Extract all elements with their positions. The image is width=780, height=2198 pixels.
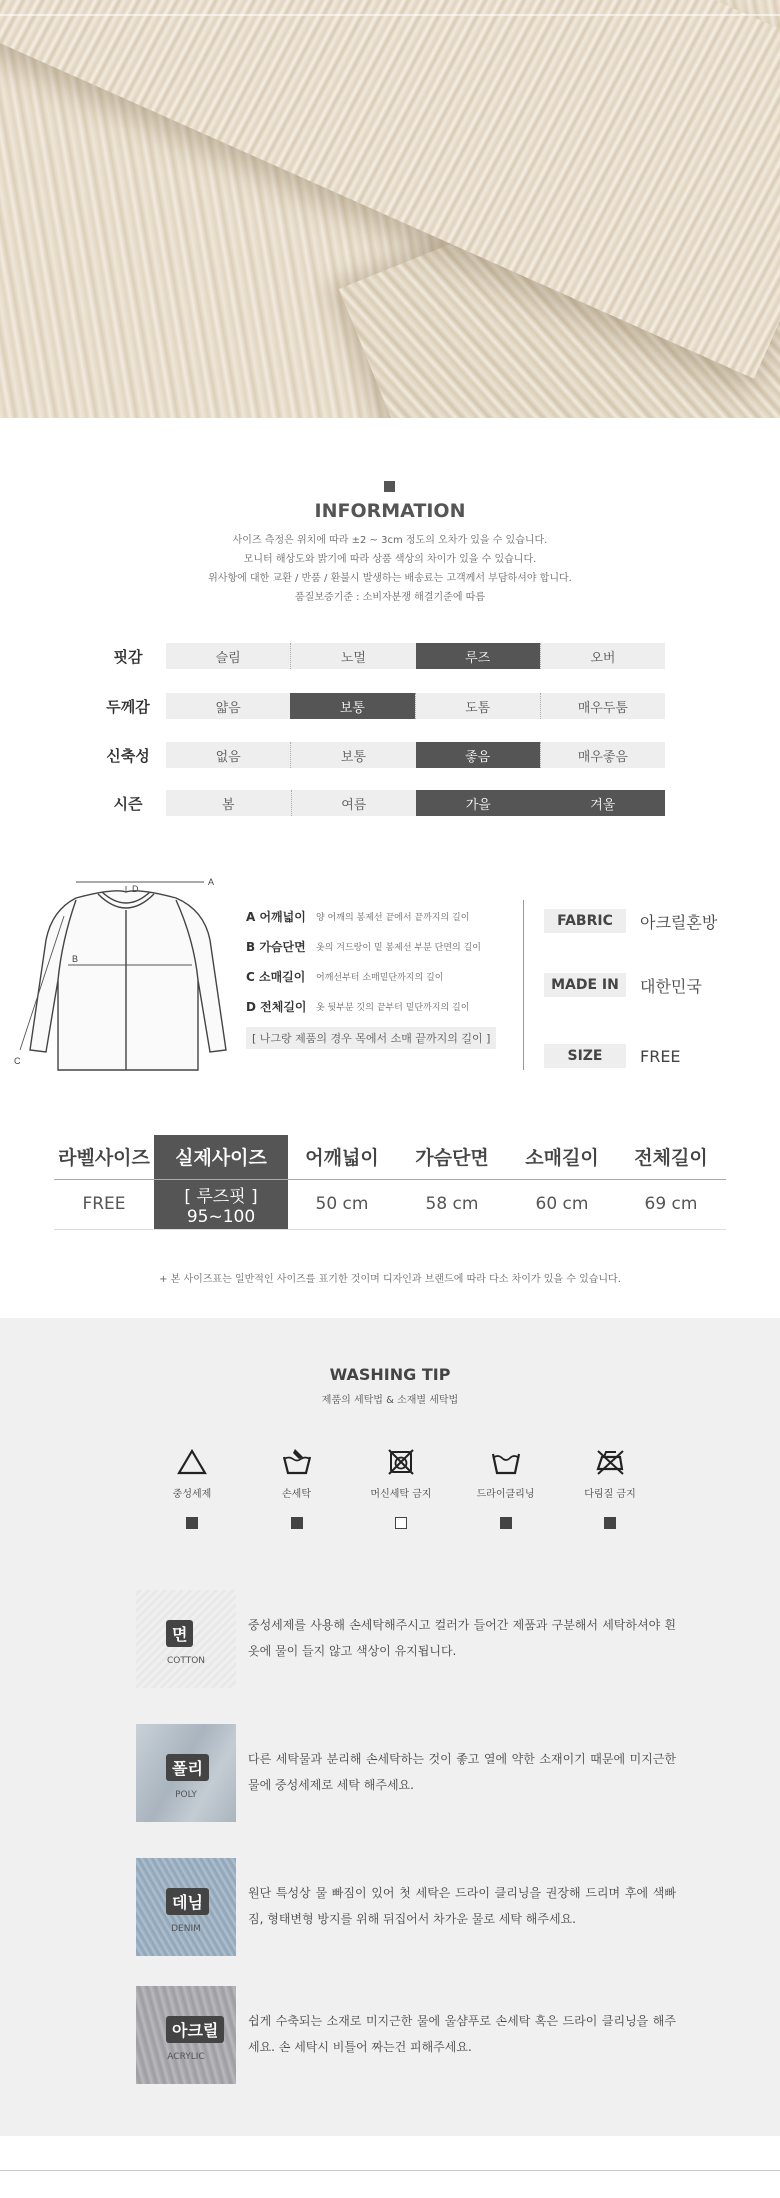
diagram-letter-d: D bbox=[132, 884, 139, 894]
diagram-letter-a: A bbox=[208, 877, 215, 887]
raglan-note: [ 나그랑 제품의 경우 목에서 소매 끝까지의 길이 ] bbox=[246, 1027, 496, 1049]
spec-key: SIZE bbox=[544, 1044, 626, 1068]
spec-value: 대한민국 bbox=[640, 976, 702, 996]
cell-shoulder: 50 cm bbox=[288, 1179, 396, 1229]
attribute-option: 없음 bbox=[215, 749, 241, 765]
divider bbox=[523, 900, 524, 1070]
spec-value: 아크릴혼방 bbox=[640, 912, 718, 932]
attribute-row bbox=[90, 693, 670, 719]
fabric-tip-text: 쉽게 수축되는 소재로 미지근한 물에 울샴푸로 손세탁 혹은 드라이 클리닝을 해주세요. 손 세탁시 비틀어 짜는건 피해주세요. bbox=[248, 2014, 676, 2054]
spec-fabric bbox=[544, 908, 764, 934]
fabric-tip-text: 다른 세탁물과 분리해 손세탁하는 것이 좋고 열에 약한 소재이기 때문에 미지근한 물에 중성세제로 세탁 해주세요. bbox=[248, 1752, 676, 1792]
fabric-swatch-acrylic bbox=[136, 1986, 236, 2084]
spec-key: FABRIC bbox=[544, 909, 626, 933]
measure-desc: 옷의 겨드랑이 밑 봉제선 부분 단면의 길이 bbox=[316, 942, 481, 953]
fabric-swatch-poly bbox=[136, 1724, 236, 1822]
fabric-swatch-denim bbox=[136, 1858, 236, 1956]
attribute-option: 슬림 bbox=[215, 650, 241, 666]
measurement-definitions bbox=[246, 901, 516, 1049]
note-line: 사이즈 측정은 위치에 따라 ±2 ~ 3cm 정도의 오차가 있을 수 있습니다. bbox=[232, 535, 548, 546]
attribute-option: 매우좋음 bbox=[540, 742, 665, 768]
garment-size-diagram bbox=[14, 870, 244, 1085]
attribute-label: 신축성 bbox=[106, 746, 150, 765]
attribute-option: 매우두툼 bbox=[540, 693, 665, 719]
measure-desc: 양 어깨의 봉제선 끝에서 끝까지의 길이 bbox=[316, 912, 470, 923]
fabric-name: POLY bbox=[175, 1790, 197, 1800]
table-row bbox=[54, 1179, 726, 1229]
fabric-tip-text: 원단 특성상 물 빠짐이 있어 첫 세탁은 드라이 클리닝을 권장해 드리며 후에 색빠짐, 형태변형 방지를 위해 뒤집어서 차가운 물로 세탁 해주세요. bbox=[248, 1886, 676, 1926]
attribute-row bbox=[90, 742, 670, 768]
attribute-label: 두께감 bbox=[106, 697, 150, 716]
fabric-tip-acrylic bbox=[136, 1986, 676, 2084]
cell-sleeve: 60 cm bbox=[508, 1179, 616, 1229]
spec-made-in bbox=[544, 972, 764, 998]
check-box bbox=[186, 1517, 198, 1529]
check-box bbox=[291, 1517, 303, 1529]
spec-value: FREE bbox=[640, 1046, 681, 1066]
attribute-option: 겨울 bbox=[541, 790, 666, 816]
wash-item-no-machine-wash bbox=[355, 1445, 447, 1529]
fabric-tag: 데님 bbox=[166, 1888, 209, 1915]
header-sleeve: 소매길이 bbox=[508, 1135, 616, 1179]
information-title: INFORMATION bbox=[314, 500, 466, 522]
no-machine-wash-icon bbox=[386, 1445, 416, 1479]
washing-subtitle: 제품의 세탁법 & 소재별 세탁법 bbox=[321, 1395, 459, 1406]
attribute-option: 보통 bbox=[290, 693, 414, 719]
attribute-option: 루즈 bbox=[416, 643, 540, 669]
attribute-scale bbox=[166, 643, 665, 669]
attribute-label: 시즌 bbox=[113, 794, 143, 813]
attribute-scale bbox=[166, 790, 665, 816]
attribute-label: 핏감 bbox=[113, 647, 143, 666]
measure-desc: 어깨선부터 소매밑단까지의 길이 bbox=[316, 972, 444, 983]
size-table-header bbox=[54, 1135, 726, 1179]
attribute-row bbox=[90, 790, 670, 816]
fabric-tag: 폴리 bbox=[166, 1754, 209, 1781]
cell-length: 69 cm bbox=[616, 1179, 726, 1229]
attribute-scale bbox=[166, 742, 665, 768]
fabric-tip-denim bbox=[136, 1858, 676, 1956]
attribute-option: 봄 bbox=[221, 797, 235, 813]
measure-key: D 전체길이 bbox=[246, 999, 307, 1014]
wash-label: 머신세탁 금지 bbox=[370, 1489, 432, 1500]
size-table-note: + 본 사이즈표는 일반적인 사이즈를 표기한 것이며 디자인과 브랜드에 따라 다소 차이가 있을 수 있습니다. bbox=[159, 1274, 621, 1285]
washing-icons bbox=[146, 1445, 656, 1529]
attribute-scale bbox=[166, 693, 665, 719]
header-actual-size: 실제사이즈 bbox=[154, 1135, 288, 1179]
measure-chest bbox=[246, 931, 516, 961]
attribute-option: 오버 bbox=[540, 643, 665, 669]
wash-label: 중성세제 bbox=[172, 1489, 212, 1500]
attribute-row bbox=[90, 643, 670, 669]
cell-chest: 58 cm bbox=[396, 1179, 508, 1229]
measure-desc: 옷 뒷부분 깃의 끝부터 밑단까지의 길이 bbox=[316, 1002, 470, 1013]
check-box bbox=[395, 1517, 407, 1529]
wash-item-neutral-detergent bbox=[146, 1445, 238, 1529]
divider bbox=[0, 2170, 780, 2171]
wash-item-hand-wash bbox=[251, 1445, 343, 1529]
fabric-swatch-cotton bbox=[136, 1590, 236, 1688]
cell-label-size: FREE bbox=[54, 1179, 154, 1229]
wash-label: 다림질 금지 bbox=[584, 1489, 636, 1500]
check-box bbox=[500, 1517, 512, 1529]
fabric-tip-cotton bbox=[136, 1590, 676, 1688]
neutral-detergent-icon bbox=[177, 1445, 207, 1479]
fabric-tip-text: 중성세제를 사용해 손세탁해주시고 컬러가 들어간 제품과 구분해서 세탁하셔야 흰옷에 물이 들지 않고 색상이 유지됩니다. bbox=[248, 1618, 676, 1658]
header-label-size: 라벨사이즈 bbox=[54, 1135, 154, 1179]
diagram-letter-c: C bbox=[14, 1056, 21, 1066]
measure-shoulder bbox=[246, 901, 516, 931]
fabric-tag: 면 bbox=[166, 1620, 193, 1647]
measure-key: A 어깨넓이 bbox=[246, 909, 306, 924]
measure-length bbox=[246, 991, 516, 1021]
wash-item-no-iron bbox=[564, 1445, 656, 1529]
measure-sleeve bbox=[246, 961, 516, 991]
note-line: 품질보증기준 : 소비자분쟁 해결기준에 따름 bbox=[295, 592, 485, 603]
attribute-option: 도톰 bbox=[415, 693, 540, 719]
attribute-option: 보통 bbox=[290, 742, 415, 768]
note-line: 모니터 해상도와 밝기에 따라 상품 색상의 차이가 있을 수 있습니다. bbox=[243, 554, 537, 565]
fabric-name: ACRYLIC bbox=[167, 2052, 205, 2062]
hand-wash-icon bbox=[281, 1445, 313, 1479]
fabric-tip-poly bbox=[136, 1724, 676, 1822]
diagram-letter-b: B bbox=[72, 954, 79, 964]
dry-clean-icon bbox=[490, 1445, 522, 1479]
header-length: 전체길이 bbox=[616, 1135, 726, 1179]
measure-key: C 소매길이 bbox=[246, 969, 306, 984]
size-table bbox=[54, 1135, 726, 1230]
cell-actual-size: [ 루즈핏 ] 95~100 bbox=[154, 1179, 288, 1229]
header-chest: 가슴단면 bbox=[396, 1135, 508, 1179]
section-marker bbox=[384, 481, 395, 492]
information-notes bbox=[0, 531, 780, 607]
spec-key: MADE IN bbox=[544, 973, 626, 997]
note-line: 위사항에 대한 교환 / 반품 / 환불시 발생하는 배송료는 고객께서 부담하셔야 합니다. bbox=[208, 573, 572, 584]
no-iron-icon bbox=[594, 1445, 626, 1479]
wash-label: 손세탁 bbox=[282, 1489, 311, 1500]
attribute-option: 얇음 bbox=[215, 700, 241, 716]
fabric-tag: 아크릴 bbox=[166, 2016, 224, 2043]
attribute-option: 노멀 bbox=[290, 643, 415, 669]
attribute-option: 좋음 bbox=[416, 742, 540, 768]
check-box bbox=[604, 1517, 616, 1529]
attribute-option: 여름 bbox=[291, 790, 417, 816]
washing-title: WASHING TIP bbox=[329, 1365, 451, 1384]
attribute-option: 가을 bbox=[416, 790, 541, 816]
wash-label: 드라이클리닝 bbox=[476, 1489, 535, 1500]
header-shoulder: 어깨넓이 bbox=[288, 1135, 396, 1179]
measure-key: B 가슴단면 bbox=[246, 939, 306, 954]
fabric-name: COTTON bbox=[166, 1656, 206, 1666]
wash-item-dry-clean bbox=[460, 1445, 552, 1529]
spec-size bbox=[544, 1043, 764, 1069]
fabric-name: DENIM bbox=[171, 1924, 201, 1934]
knit-fabric-photo bbox=[0, 0, 780, 418]
